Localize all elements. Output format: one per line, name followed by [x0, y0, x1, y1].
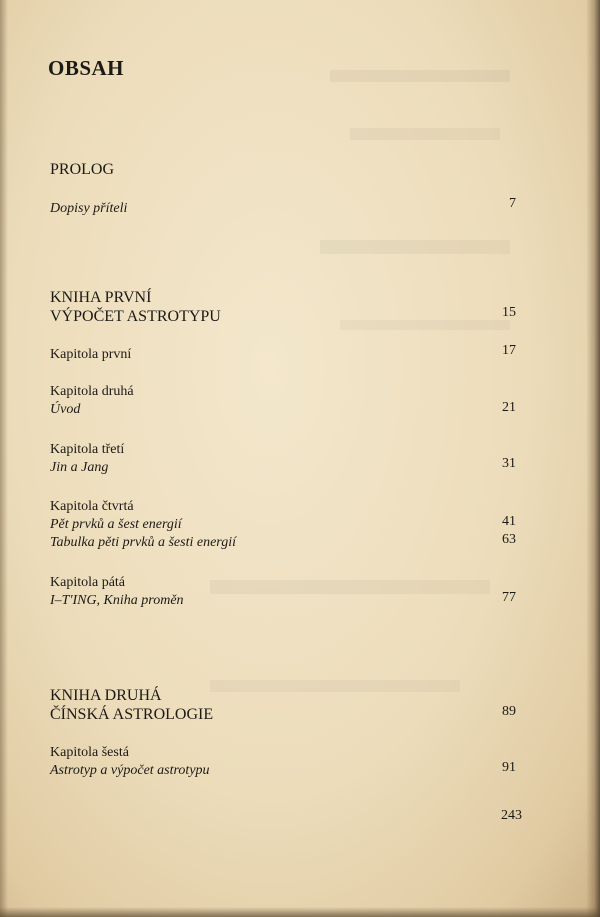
show-through-texture: [210, 580, 490, 594]
toc-page-number: 17: [502, 343, 516, 358]
chapter-label: Kapitola šestá: [50, 745, 129, 760]
chapter-label: Kapitola čtvrtá: [50, 499, 134, 514]
toc-page-number: 91: [502, 760, 516, 775]
book-title-line1: KNIHA PRVNÍ: [50, 289, 152, 306]
chapter-subtitle: Tabulka pěti prvků a šesti energií: [50, 535, 236, 550]
chapter-subtitle: Pět prvků a šest energií: [50, 517, 182, 532]
show-through-texture: [330, 70, 510, 82]
toc-entry-title: Dopisy příteli: [50, 201, 128, 216]
show-through-texture: [350, 128, 500, 140]
chapter-label: Kapitola druhá: [50, 384, 134, 399]
page-left-shadow: [0, 0, 8, 917]
book-title-line1: KNIHA DRUHÁ: [50, 687, 162, 704]
toc-page-number: 41: [502, 514, 516, 529]
book-title-line2: ČÍNSKÁ ASTROLOGIE: [50, 706, 214, 723]
toc-page-number: 15: [502, 305, 516, 320]
chapter-subtitle: Úvod: [50, 402, 81, 417]
chapter-label: Kapitola pátá: [50, 575, 126, 590]
toc-page-number: 7: [509, 196, 516, 211]
chapter-subtitle: I–T'ING, Kniha proměn: [50, 593, 184, 608]
chapter-label: Kapitola třetí: [50, 442, 125, 457]
section-title-prolog: PROLOG: [50, 161, 115, 178]
page-number: 243: [501, 808, 522, 823]
toc-page-number: 31: [502, 456, 516, 471]
chapter-subtitle: Astrotyp a výpočet astrotypu: [50, 763, 210, 778]
toc-page-number: 77: [502, 590, 516, 605]
chapter-subtitle: Jin a Jang: [50, 460, 109, 475]
show-through-texture: [340, 320, 510, 330]
page-bottom-shadow: [0, 907, 600, 917]
page-right-shadow: [586, 0, 600, 917]
chapter-label: Kapitola první: [50, 347, 132, 362]
show-through-texture: [320, 240, 510, 254]
page-title: OBSAH: [48, 56, 125, 80]
show-through-texture: [210, 680, 460, 692]
toc-page-number: 89: [502, 704, 516, 719]
book-title-line2: VÝPOČET ASTROTYPU: [50, 308, 221, 325]
toc-page-number: 21: [502, 400, 516, 415]
toc-page-number: 63: [502, 532, 516, 547]
